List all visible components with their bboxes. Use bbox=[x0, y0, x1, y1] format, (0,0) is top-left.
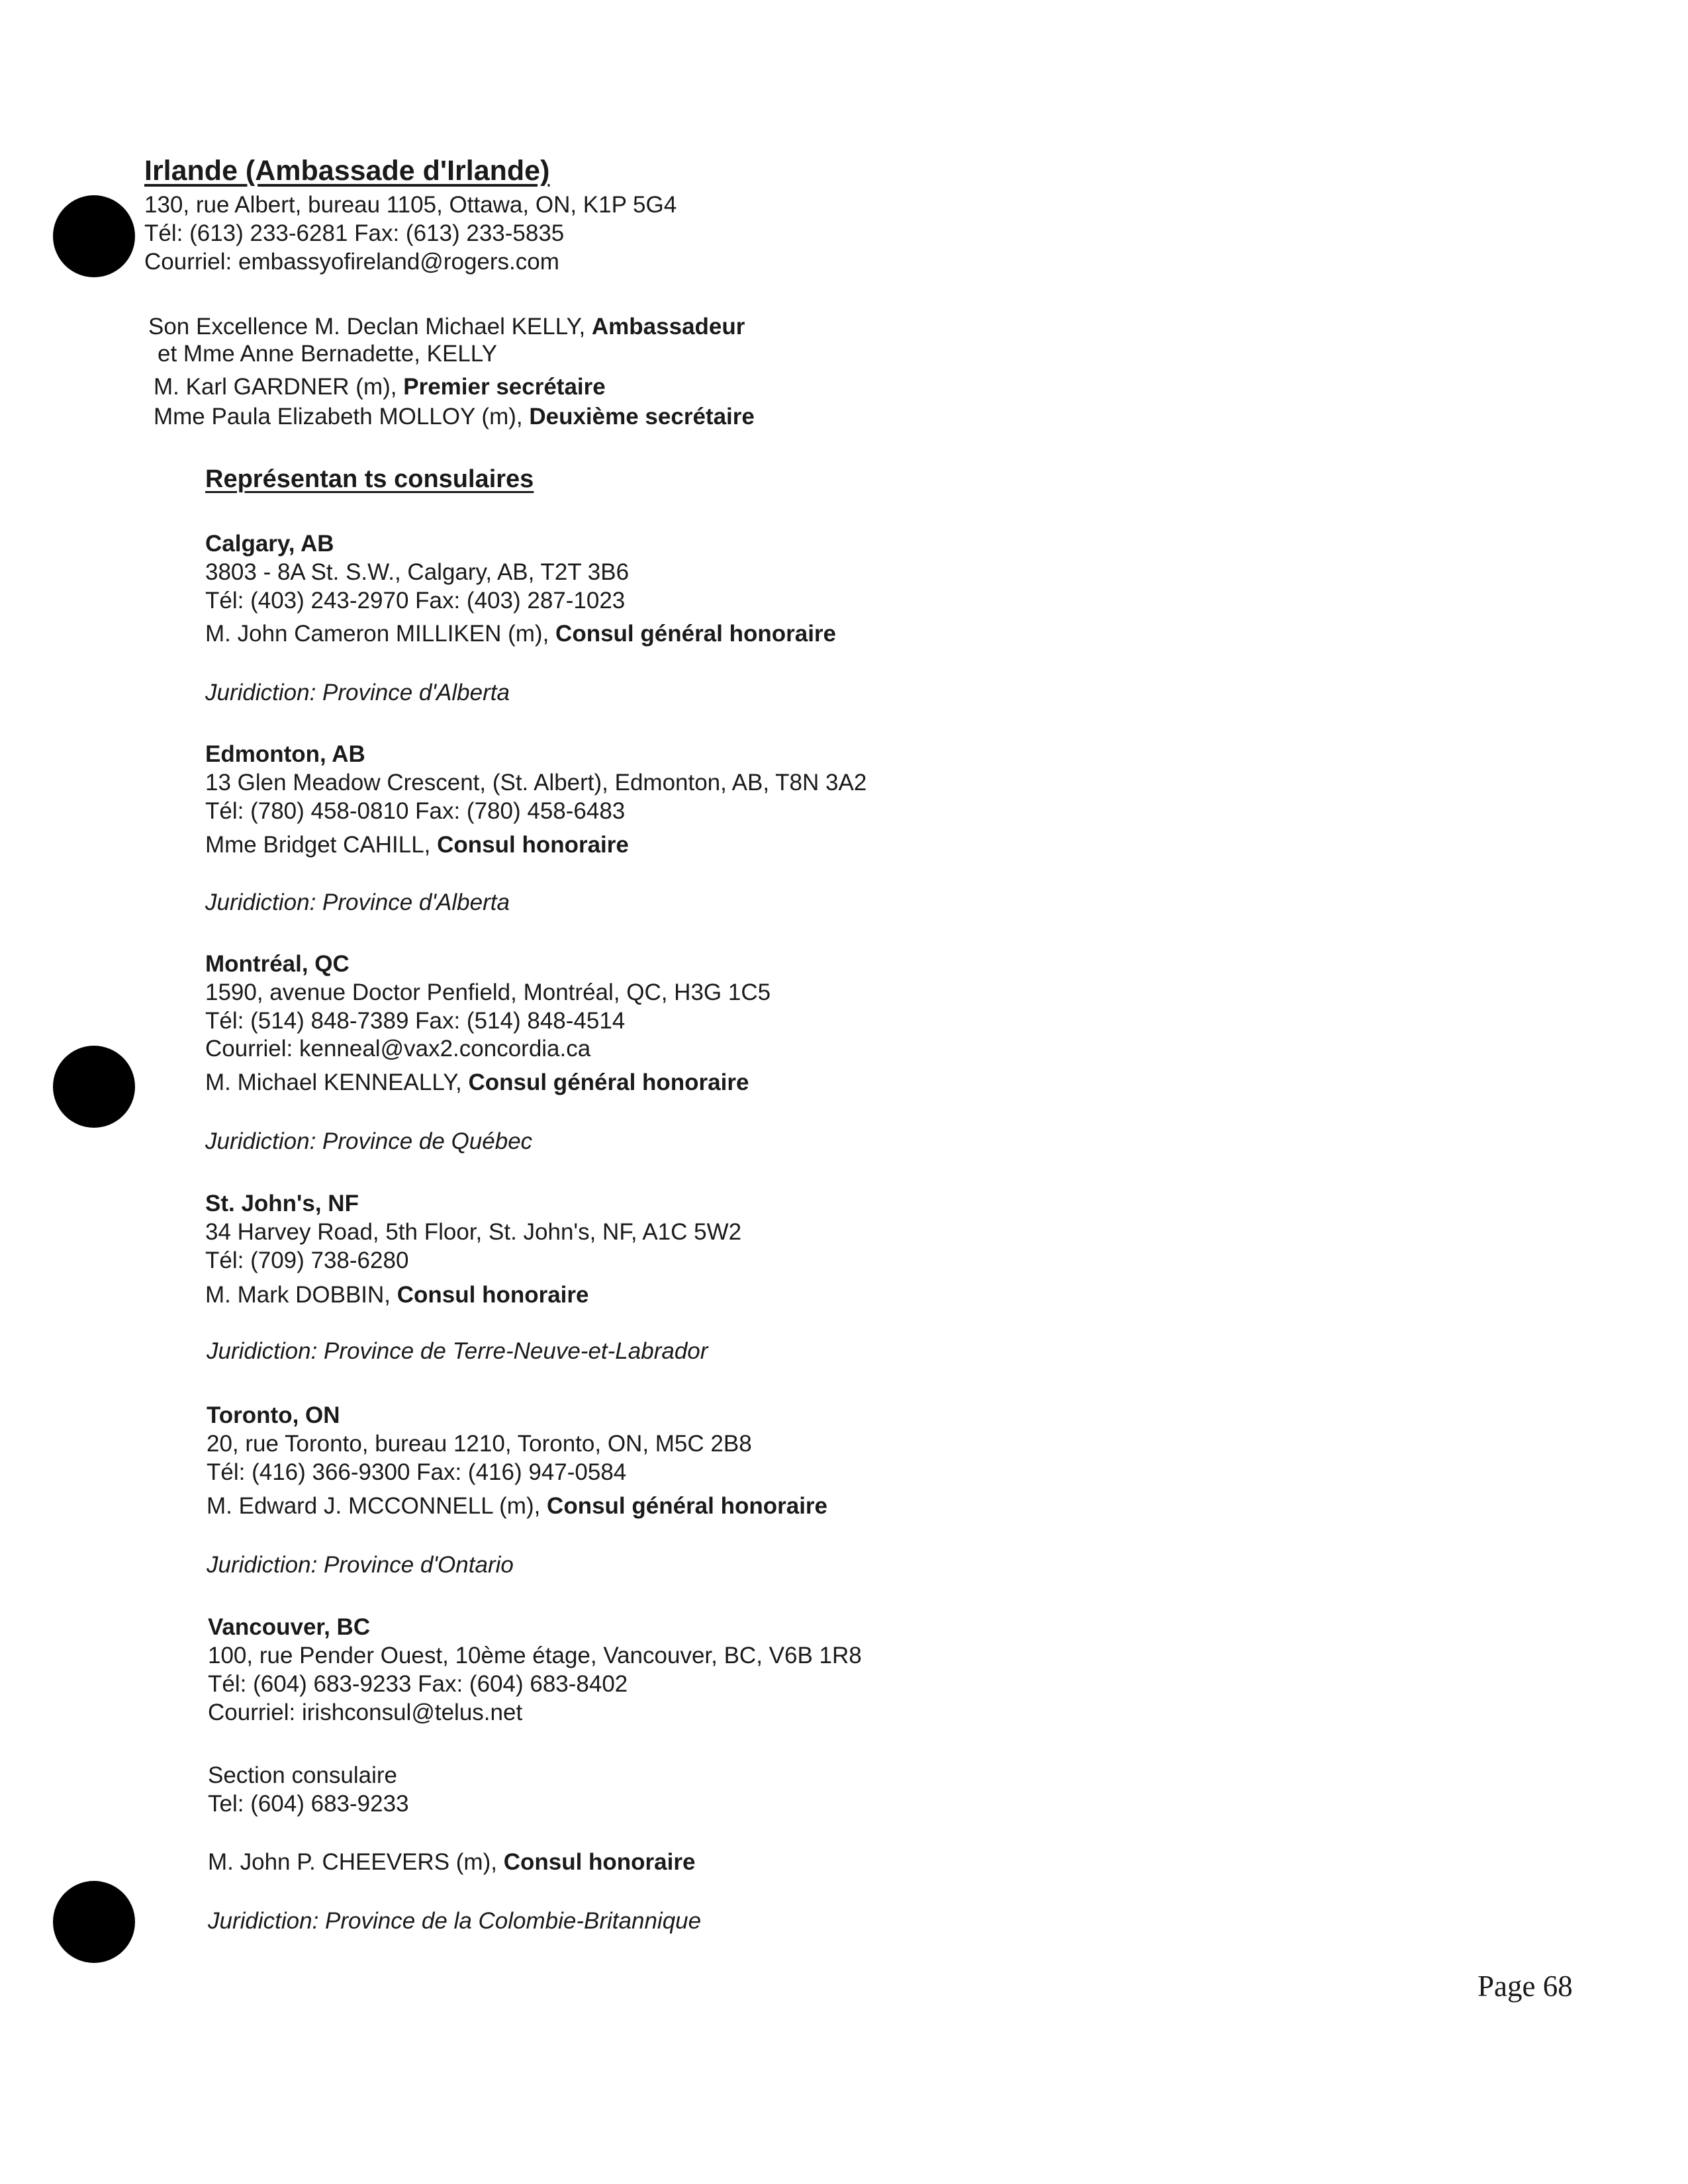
person-role: Consul général honoraire bbox=[555, 621, 837, 647]
consulate-address: 20, rue Toronto, bureau 1210, Toronto, ON, M5C 2B8 bbox=[207, 1431, 752, 1457]
consulate-address: 100, rue Pender Ouest, 10ème étage, Vancouver, BC, V6B 1R8 bbox=[208, 1643, 862, 1668]
consulate-phone: Tél: (416) 366-9300 Fax: (416) 947-0584 bbox=[207, 1459, 627, 1485]
consulate-phone: Tél: (709) 738-6280 bbox=[205, 1248, 409, 1273]
person-role: Consul général honoraire bbox=[547, 1493, 828, 1519]
person-name: M. John P. CHEEVERS (m), bbox=[208, 1849, 504, 1875]
consulate-city: Toronto, ON bbox=[207, 1402, 340, 1428]
consulate-address: 34 Harvey Road, 5th Floor, St. John's, NF, A1C 5W2 bbox=[205, 1219, 742, 1245]
consulate-jurisdiction: Juridiction: Province d'Alberta bbox=[205, 889, 510, 915]
consulate-address: 3803 - 8A St. S.W., Calgary, AB, T2T 3B6 bbox=[205, 559, 630, 585]
embassy-address: 130, rue Albert, bureau 1105, Ottawa, ON, K1P 5G4 bbox=[144, 192, 677, 218]
consulate-phone: Tél: (604) 683-9233 Fax: (604) 683-8402 bbox=[208, 1671, 628, 1697]
staff-line-first-secretary bbox=[154, 373, 606, 402]
staff-name: et Mme Anne Bernadette, KELLY bbox=[158, 341, 498, 367]
staff-name: Son Excellence M. Declan Michael KELLY, bbox=[148, 314, 592, 340]
staff-role: Deuxième secrétaire bbox=[529, 404, 755, 430]
consulate-person bbox=[208, 1848, 695, 1877]
consulate-email: Courriel: irishconsul@telus.net bbox=[208, 1700, 523, 1725]
consulate-email: Courriel: kenneal@vax2.concordia.ca bbox=[205, 1036, 591, 1062]
consulate-person bbox=[205, 1068, 749, 1097]
consulate-person bbox=[207, 1492, 827, 1521]
page-number: Page 68 bbox=[1477, 1970, 1573, 2003]
staff-line-spouse bbox=[158, 340, 497, 369]
consulate-phone: Tél: (780) 458-0810 Fax: (780) 458-6483 bbox=[205, 798, 626, 824]
consulate-jurisdiction: Juridiction: Province de Terre-Neuve-et-Labrador bbox=[207, 1338, 708, 1364]
person-role: Consul général honoraire bbox=[468, 1069, 749, 1095]
consulate-jurisdiction: Juridiction: Province de Québec bbox=[205, 1128, 533, 1154]
person-role: Consul honoraire bbox=[397, 1282, 589, 1308]
consulate-jurisdiction: Juridiction: Province d'Ontario bbox=[207, 1552, 514, 1578]
consulate-person bbox=[205, 831, 629, 860]
consulate-city: St. John's, NF bbox=[205, 1191, 359, 1216]
person-role: Consul honoraire bbox=[437, 832, 629, 858]
consular-section-label: Section consulaire bbox=[208, 1762, 397, 1788]
consulate-jurisdiction: Juridiction: Province d'Alberta bbox=[205, 680, 510, 705]
consulate-address: 13 Glen Meadow Crescent, (St. Albert), Edmonton, AB, T8N 3A2 bbox=[205, 770, 867, 796]
person-name: M. Mark DOBBIN, bbox=[205, 1282, 397, 1308]
embassy-title: Irlande (Ambassade d'Irlande) bbox=[144, 155, 550, 187]
binder-hole-top bbox=[53, 195, 135, 277]
person-name: Mme Bridget CAHILL, bbox=[205, 832, 438, 858]
consulate-city: Calgary, AB bbox=[205, 531, 334, 557]
binder-hole-bottom bbox=[53, 1881, 135, 1963]
consulate-city: Montréal, QC bbox=[205, 951, 350, 977]
consulate-person bbox=[205, 619, 836, 649]
binder-hole-middle bbox=[53, 1046, 135, 1128]
embassy-email: Courriel: embassyofireland@rogers.com bbox=[144, 249, 559, 275]
staff-line-ambassador bbox=[148, 312, 745, 341]
staff-role: Ambassadeur bbox=[591, 314, 745, 340]
consulate-jurisdiction: Juridiction: Province de la Colombie-Britannique bbox=[208, 1908, 702, 1934]
person-role: Consul honoraire bbox=[503, 1849, 696, 1875]
consulate-city: Vancouver, BC bbox=[208, 1614, 371, 1640]
consular-heading: Représentan ts consulaires bbox=[205, 465, 534, 493]
consulate-city: Edmonton, AB bbox=[205, 741, 365, 767]
person-name: M. Edward J. MCCONNELL (m), bbox=[207, 1493, 547, 1519]
consulate-phone: Tél: (514) 848-7389 Fax: (514) 848-4514 bbox=[205, 1008, 626, 1034]
staff-name: Mme Paula Elizabeth MOLLOY (m), bbox=[154, 404, 530, 430]
consulate-phone: Tél: (403) 243-2970 Fax: (403) 287-1023 bbox=[205, 588, 626, 614]
person-name: M. Michael KENNEALLY, bbox=[205, 1069, 469, 1095]
consular-section-phone: Tel: (604) 683-9233 bbox=[208, 1791, 409, 1817]
consulate-person bbox=[205, 1281, 589, 1310]
person-name: M. John Cameron MILLIKEN (m), bbox=[205, 621, 556, 647]
embassy-phone-fax: Tél: (613) 233-6281 Fax: (613) 233-5835 bbox=[144, 220, 565, 246]
staff-name: M. Karl GARDNER (m), bbox=[154, 374, 404, 400]
staff-role: Premier secrétaire bbox=[403, 374, 606, 400]
consulate-address: 1590, avenue Doctor Penfield, Montréal, QC, H3G 1C5 bbox=[205, 979, 771, 1005]
staff-line-second-secretary bbox=[154, 402, 755, 432]
